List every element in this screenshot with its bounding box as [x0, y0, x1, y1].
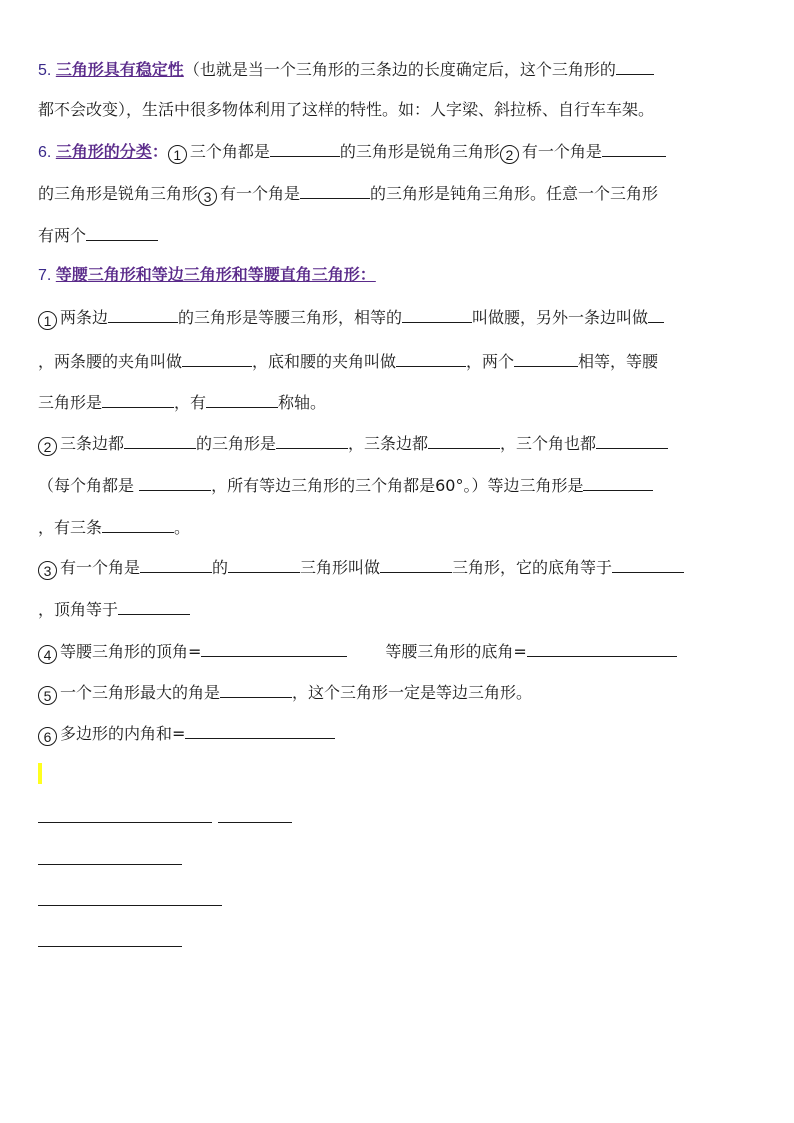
text: ，底和腰的夹角叫做 — [252, 352, 397, 371]
blank[interactable] — [402, 306, 472, 323]
text: 有一个角是 — [220, 184, 301, 203]
text: ，有三条 — [38, 518, 103, 537]
item-7-2-line-2 — [38, 474, 653, 496]
item-7-1-line-1 — [38, 306, 664, 330]
blank[interactable] — [270, 140, 340, 157]
text: 三角形叫做 — [300, 558, 381, 577]
text: 的三角形是锐角三角形 — [339, 142, 500, 161]
blank[interactable] — [648, 306, 664, 323]
text: 的 — [212, 558, 229, 577]
blank[interactable] — [596, 432, 668, 449]
blank[interactable] — [182, 350, 252, 367]
blank[interactable] — [38, 806, 102, 823]
blank[interactable] — [102, 806, 212, 823]
blank[interactable] — [428, 432, 500, 449]
item-5-line-1 — [38, 58, 654, 81]
item-number: 5. — [38, 62, 56, 79]
blank[interactable] — [218, 806, 292, 823]
blank[interactable] — [616, 58, 654, 75]
item-6-line-3 — [38, 224, 158, 246]
item-number: 6. — [38, 144, 56, 161]
blank[interactable] — [110, 930, 182, 947]
blank[interactable] — [38, 889, 110, 906]
item-heading: 等腰三角形和等边三角形和等腰直角三角形： — [55, 265, 376, 284]
item-6-line-1 — [38, 140, 666, 164]
text: ，两个 — [466, 352, 515, 371]
item-5-line-2 — [38, 100, 654, 120]
text: 的三角形是锐角三角形 — [38, 184, 199, 203]
blank[interactable] — [527, 640, 677, 657]
blank[interactable] — [602, 140, 666, 157]
blank[interactable] — [110, 848, 182, 865]
text: 等腰三角形的底角= — [385, 642, 527, 661]
circled-number: 3 — [38, 561, 57, 580]
blank[interactable] — [276, 432, 348, 449]
text: 。 — [174, 518, 191, 537]
section-title — [38, 763, 42, 784]
text: 有一个角是 — [60, 558, 141, 577]
text: 有两个 — [38, 226, 87, 245]
blank[interactable] — [102, 391, 174, 408]
item-7-heading — [38, 265, 376, 286]
blank[interactable] — [38, 848, 110, 865]
text: 的三角形是 — [196, 434, 277, 453]
text: ，三个角也都 — [500, 434, 597, 453]
circled-number: 1 — [38, 311, 57, 330]
text: 三角形，它的底角等于 — [452, 558, 613, 577]
p1-line-1 — [38, 806, 292, 829]
item-7-4 — [38, 640, 677, 664]
blank[interactable] — [108, 306, 178, 323]
text: 有一个角是 — [521, 142, 602, 161]
blank[interactable] — [514, 350, 578, 367]
blank[interactable] — [102, 516, 174, 533]
text: ，有 — [174, 393, 207, 412]
item-7-6 — [38, 722, 335, 746]
text: ： — [151, 142, 168, 161]
blank[interactable] — [228, 556, 300, 573]
text: 称轴。 — [278, 393, 327, 412]
circled-number: 5 — [38, 686, 57, 705]
item-7-5 — [38, 681, 532, 705]
blank[interactable] — [118, 598, 190, 615]
item-7-1-line-2 — [38, 350, 658, 372]
text: 一个三角形最大的角是 — [60, 683, 221, 702]
item-7-3-line-1 — [38, 556, 684, 580]
item-7-2-line-3 — [38, 516, 190, 538]
circled-number: 1 — [168, 145, 187, 164]
blank[interactable] — [206, 391, 278, 408]
item-number: 7. — [38, 267, 56, 284]
blank[interactable] — [86, 224, 158, 241]
circled-number: 3 — [198, 187, 217, 206]
item-heading: 三角形具有稳定性 — [55, 60, 184, 79]
text: 三个角都是 — [189, 142, 270, 161]
text: 的三角形是钝角三角形。任意一个三角形 — [370, 184, 659, 203]
blank[interactable] — [220, 681, 292, 698]
item-7-1-line-3 — [38, 391, 326, 413]
text: 三角形是 — [38, 393, 103, 412]
text: （每个角都是 — [38, 476, 140, 495]
text: 相等，等腰 — [578, 352, 659, 371]
circled-number: 2 — [38, 437, 57, 456]
text: 叫做腰，另外一条边叫做 — [472, 308, 649, 327]
p2-line-2 — [38, 930, 182, 952]
blank[interactable] — [583, 474, 653, 491]
text: ，所有等边三角形的三个角都是60°。）等边三角形是 — [211, 476, 584, 495]
text: 两条边 — [60, 308, 109, 327]
item-heading: 三角形的分类 — [55, 142, 152, 161]
blank[interactable] — [380, 556, 452, 573]
blank[interactable] — [139, 474, 211, 491]
text: ，三条边都 — [348, 434, 429, 453]
blank[interactable] — [124, 432, 196, 449]
text: ，两条腰的夹角叫做 — [38, 352, 183, 371]
item-6-line-2 — [38, 182, 658, 206]
blank[interactable] — [182, 889, 222, 906]
section-heading — [38, 764, 42, 784]
p2-line-1 — [38, 889, 222, 912]
text: ，这个三角形一定是等边三角形。 — [292, 683, 533, 702]
text: 的三角形是等腰三角形，相等的 — [178, 308, 403, 327]
text: 多边形的内角和= — [60, 724, 186, 743]
text: 三条边都 — [60, 434, 125, 453]
blank[interactable] — [185, 722, 335, 739]
text: ，顶角等于 — [38, 600, 119, 619]
blank[interactable] — [140, 556, 212, 573]
blank[interactable] — [396, 350, 466, 367]
item-7-2-line-1 — [38, 432, 668, 456]
blank[interactable] — [612, 556, 684, 573]
blank[interactable] — [300, 182, 370, 199]
p1-line-2 — [38, 848, 182, 870]
text: （也就是当一个三角形的三条边的长度确定后，这个三角形的 — [183, 60, 616, 79]
blank[interactable] — [201, 640, 347, 657]
text: 等腰三角形的顶角= — [60, 642, 202, 661]
circled-number: 4 — [38, 645, 57, 664]
circled-number: 2 — [500, 145, 519, 164]
item-7-3-line-2 — [38, 598, 190, 620]
text: 都不会改变），生活中很多物体利用了这样的特性。如：人字梁、斜拉桥、自行车车架。 — [38, 100, 655, 119]
blank[interactable] — [110, 889, 182, 906]
blank[interactable] — [38, 930, 110, 947]
circled-number: 6 — [38, 727, 57, 746]
